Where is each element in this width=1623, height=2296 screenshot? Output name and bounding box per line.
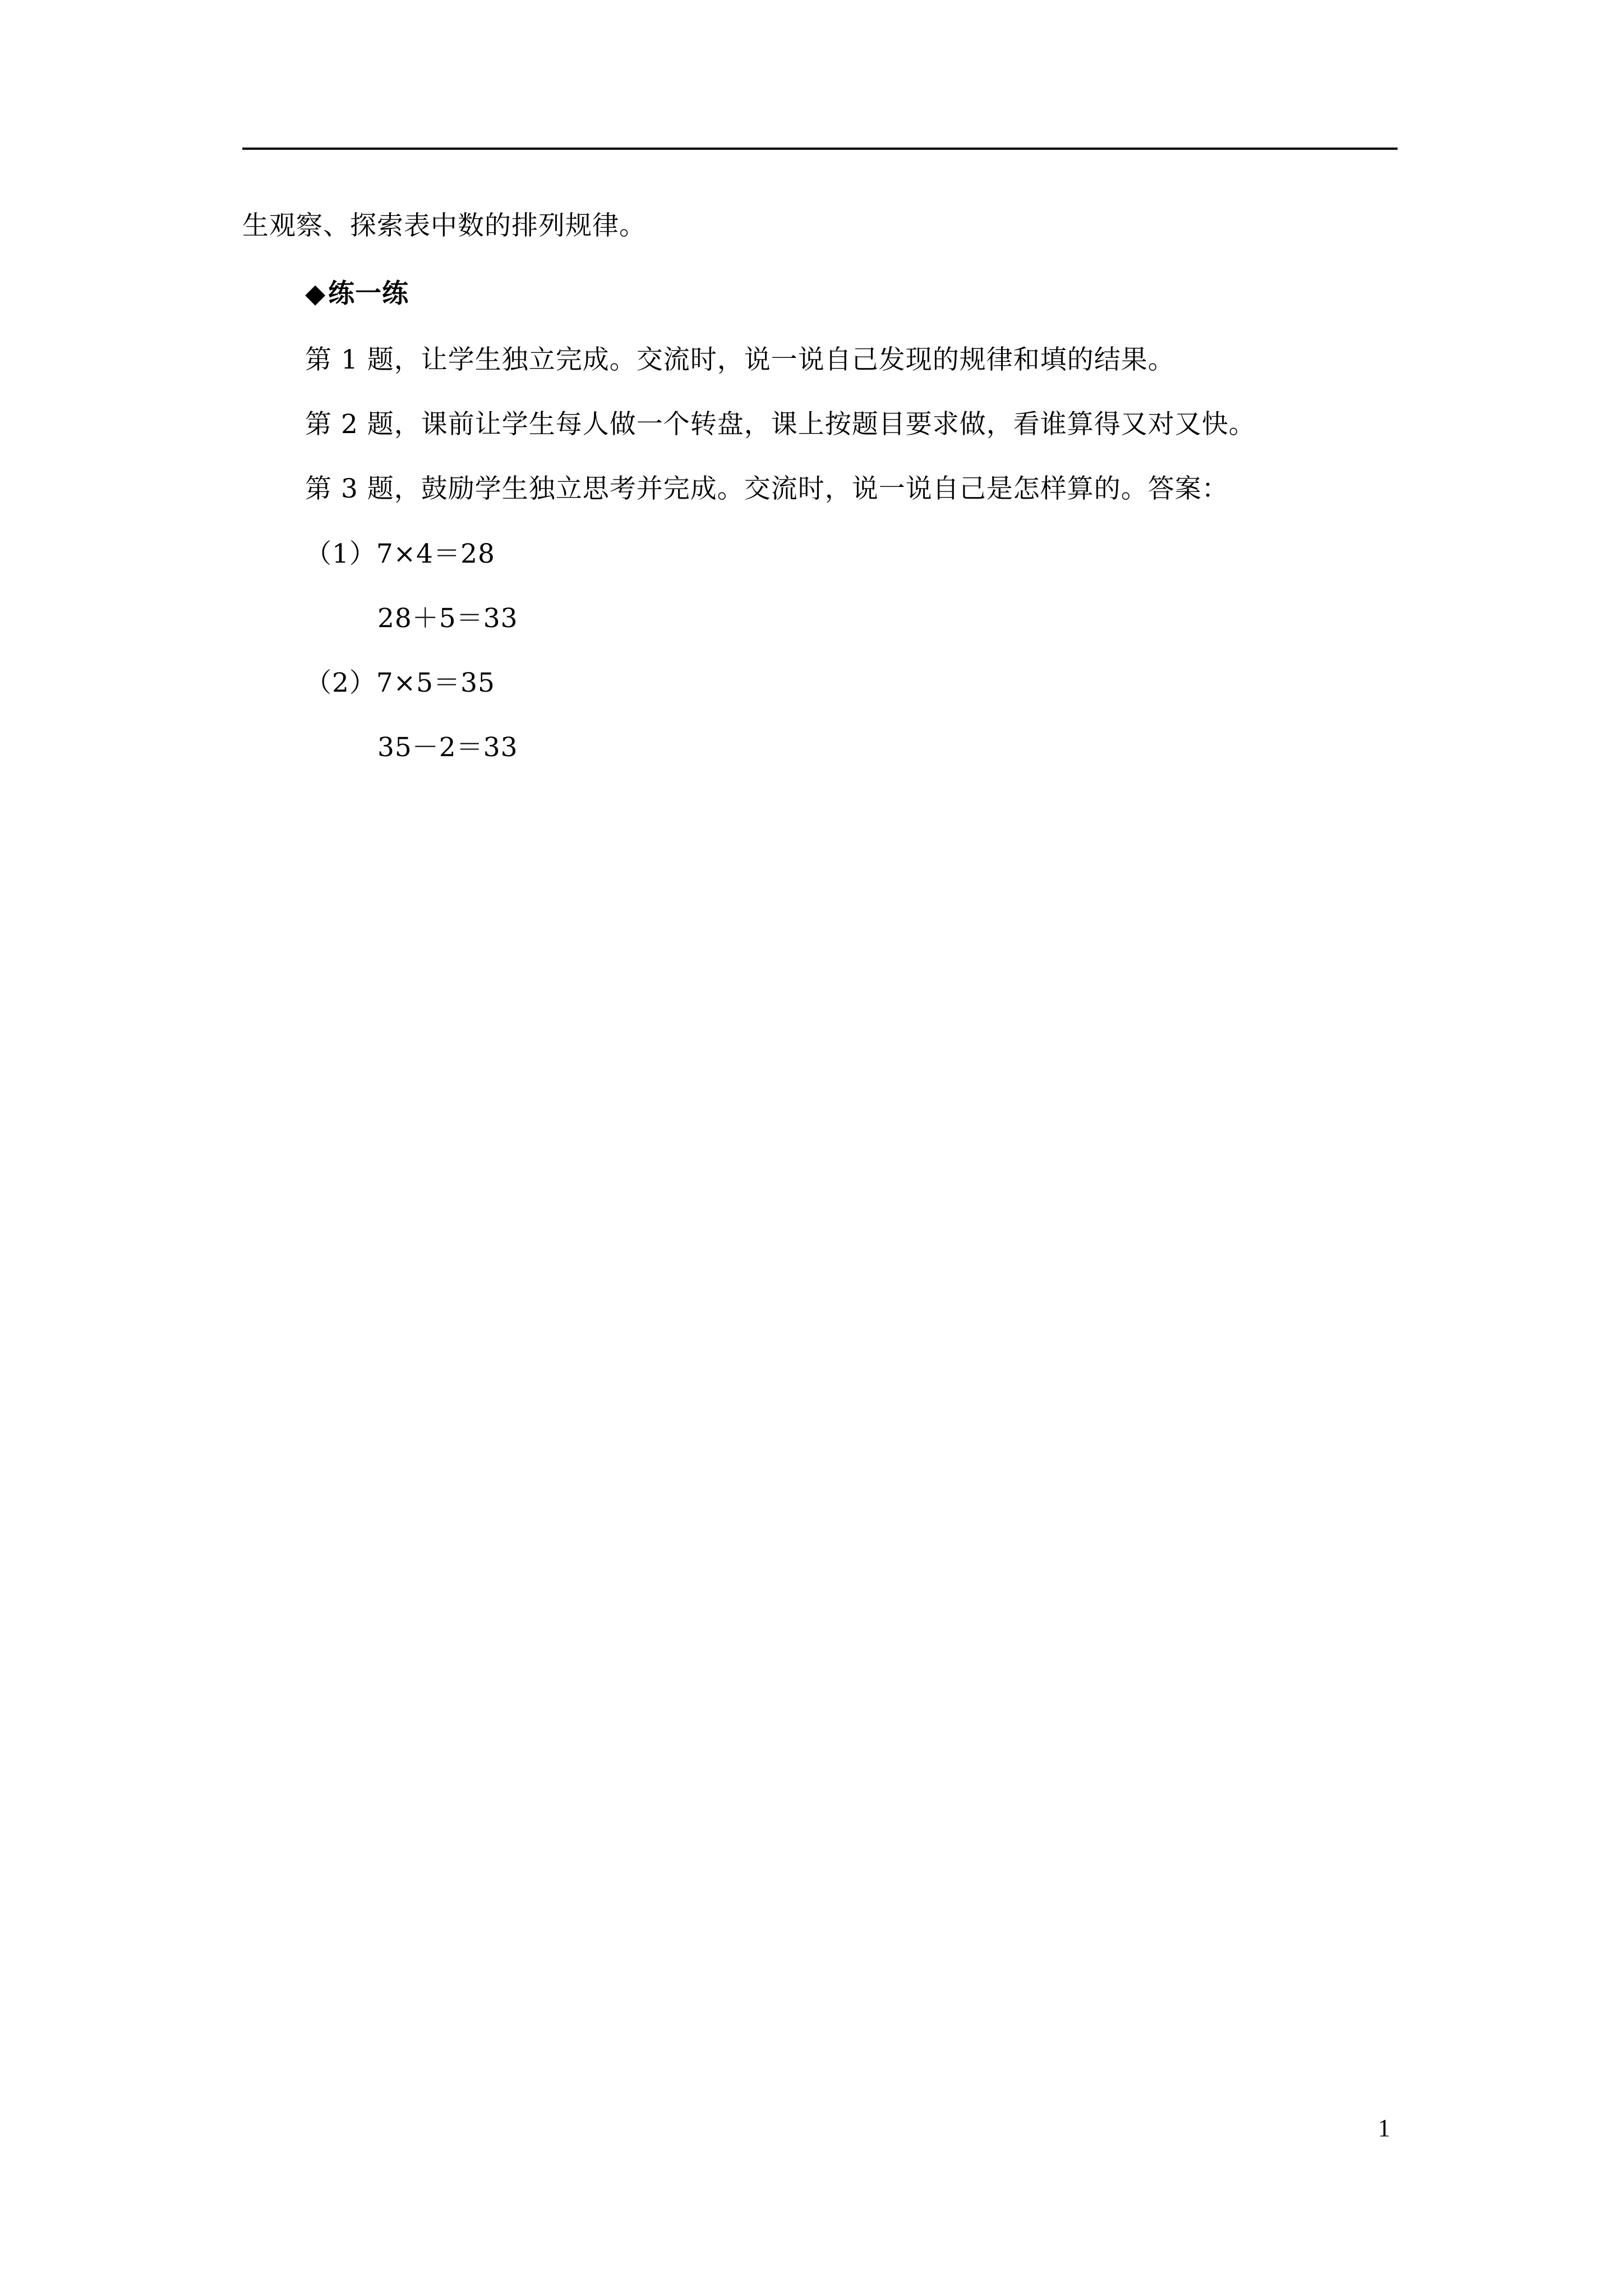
intro-paragraph: 生观察、探索表中数的排列规律。: [242, 210, 646, 241]
question-1-paragraph: 第 1 题，让学生独立完成。交流时，说一说自己发现的规律和填的结果。: [305, 344, 1175, 375]
diamond-icon: ◆: [305, 278, 326, 309]
section-heading: [305, 277, 409, 311]
question-3-paragraph: 第 3 题，鼓励学生独立思考并完成。交流时，说一说自己是怎样算的。答案：: [305, 473, 1229, 504]
answer-1-line-1: （1）7×4＝28: [305, 539, 495, 569]
answer-2-line-2: 35－2＝33: [377, 732, 518, 763]
answer-1-line-2: 28＋5＝33: [377, 603, 518, 634]
header-rule: [242, 148, 1398, 150]
page-number: 1: [1378, 2114, 1390, 2142]
answer-2-line-1: （2）7×5＝35: [305, 668, 495, 698]
section-heading-label: 练一练: [328, 278, 409, 309]
question-2-paragraph: 第 2 题，课前让学生每人做一个转盘，课上按题目要求做，看谁算得又对又快。: [305, 409, 1256, 440]
